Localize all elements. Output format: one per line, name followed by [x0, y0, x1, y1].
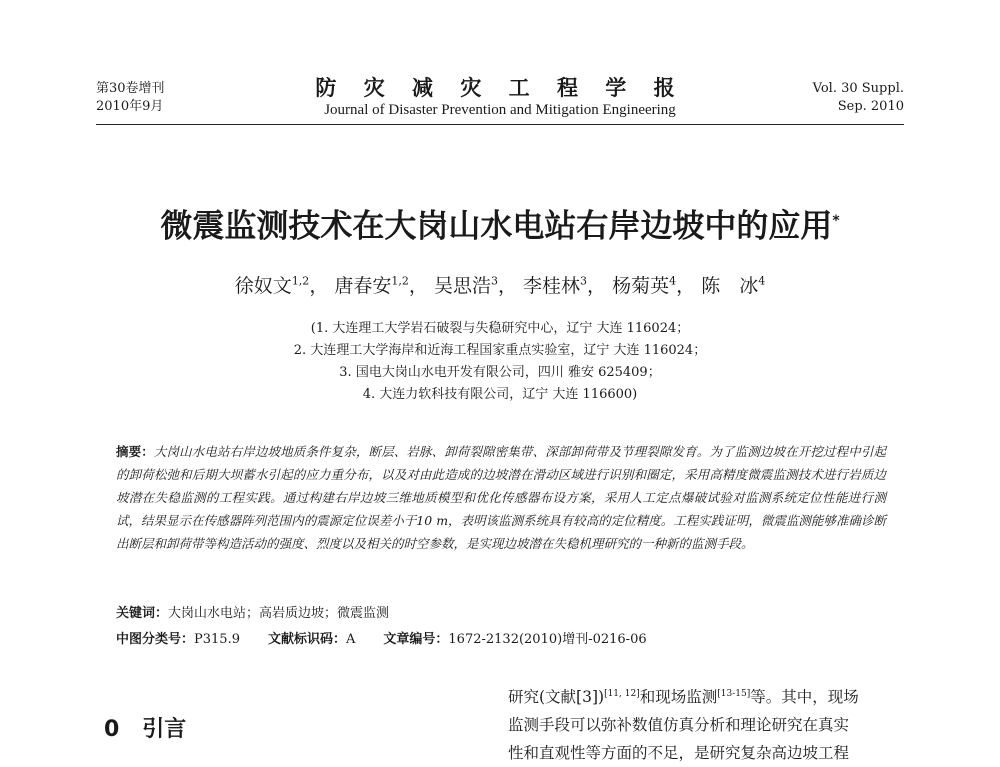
header-rule	[96, 124, 904, 125]
header-right	[813, 80, 904, 116]
author: 唐春安$^{1,2}$，	[334, 275, 428, 298]
abstract	[116, 440, 886, 555]
classification-line	[116, 630, 647, 650]
citation: [13-15]	[717, 689, 751, 699]
affiliations	[0, 318, 1000, 406]
keywords-label: 关键词：	[116, 606, 169, 621]
body-line: 研究(文献[3])[11, 12]和现场监测[13-15]等。其中，现场	[508, 688, 859, 707]
doc-code-label: 文献标识码：	[267, 632, 346, 647]
abstract-label: 摘要：	[116, 444, 154, 459]
affiliation-line: 4. 大连力软科技有限公司，辽宁 大连 116600)	[362, 387, 638, 402]
author-list	[0, 268, 1000, 300]
volume-en: Vol. 30 Suppl.	[812, 81, 904, 96]
keywords	[116, 604, 389, 624]
body-column	[508, 680, 908, 767]
paper-title	[0, 200, 1000, 247]
section-number: 0	[104, 717, 120, 742]
journal-name-cn: 防 灾 减 灾 工 程 学 报	[315, 75, 685, 100]
affiliation-line: 3. 国电大岗山水电开发有限公司，四川 雅安 625409；	[339, 365, 661, 380]
header-center	[96, 76, 904, 120]
title-footnote-mark: *	[832, 213, 840, 229]
author: 徐奴文$^{1,2}$，	[234, 275, 329, 298]
doc-code-value: A	[346, 632, 356, 647]
journal-header	[96, 76, 904, 122]
author: 杨菊英$^4$，	[612, 275, 696, 298]
author: 吴思浩$^3$，	[433, 275, 517, 298]
body-line: 监测手段可以弥补数值仿真分析和理论研究在真实	[508, 716, 850, 735]
journal-name-en: Journal of Disaster Prevention and Mitigation Engineering	[324, 102, 676, 118]
date-en: Sep. 2010	[837, 99, 904, 114]
date-cn: 2010年9月	[96, 99, 164, 114]
section-heading	[104, 712, 186, 743]
author: 李桂林$^3$，	[523, 275, 607, 298]
affiliation-line: (1. 大连理工大学岩石破裂与失稳研究中心，辽宁 大连 116024；	[310, 321, 690, 336]
keywords-text: 大岗山水电站；高岩质边坡；微震监测	[168, 606, 390, 621]
section-title: 引言	[142, 717, 187, 742]
citation: [11, 12]	[604, 689, 640, 699]
author: 陈 冰$^4$	[701, 275, 766, 298]
clc-label: 中图分类号：	[116, 632, 195, 647]
body-line: 性和直观性等方面的不足，是研究复杂高边坡工程	[508, 744, 850, 763]
abstract-text: 大岗山水电站右岸边坡地质条件复杂，断层、岩脉、卸荷裂隙密集带、深部卸荷带及节理裂隙发育。为了监测边坡在开挖过程中引起的卸荷松弛和后期大坝蓄水引起的应力重分布，以及对由此造成的边坡潜在滑动区域进行识别和圈定，采用高精度微震监测技术进行岩质边坡潜在失稳监测的工程实践。通过构建右岸边坡三维地质模型和优化传感器布设方案，采用人工定点爆破试验对监测系统定位性能进行测试，结果显示在传感器阵列范围内的震源定位误差小于10 m，表明该监测系统具有较高的定位精度。工程实践证明，微震监测能够准确诊断出断层和卸荷带等构造活动的强度、烈度以及相关的时空参数，是实现边坡潜在失稳机理研究的一种新的监测手段。	[116, 444, 886, 551]
article-number-label: 文章编号：	[383, 632, 449, 647]
clc-value: P315.9	[194, 632, 240, 647]
paper-title-text: 微震监测技术在大岗山水电站右岸边坡中的应用	[160, 206, 833, 245]
article-number-value: 1672-2132(2010)增刊-0216-06	[448, 632, 647, 647]
affiliation-line: 2. 大连理工大学海岸和近海工程国家重点实验室，辽宁 大连 116024；	[293, 343, 707, 358]
volume-cn: 第30卷增刊	[96, 81, 165, 96]
